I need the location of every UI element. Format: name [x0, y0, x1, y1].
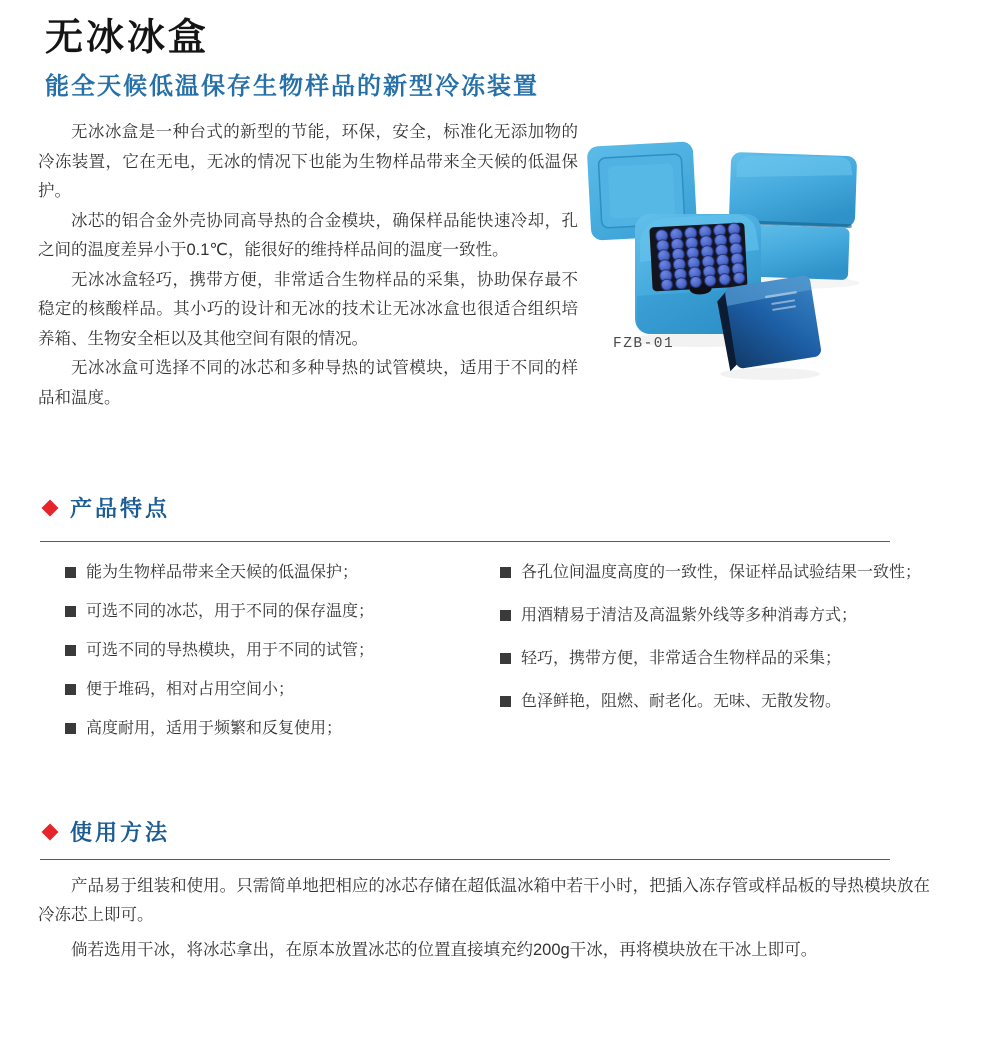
- feature-item: [65, 679, 473, 701]
- square-bullet-icon: [65, 606, 76, 617]
- module-graphic: [715, 275, 822, 372]
- feature-text: 高度耐用，适用于频繁和反复使用；: [86, 720, 343, 737]
- tube-rack-graphic: [649, 223, 748, 297]
- feature-item: [500, 605, 940, 627]
- section-divider: [40, 541, 890, 542]
- intro-paragraph: 无冰冰盒是一种台式的新型的节能，环保，安全，标准化无添加物的冷冻装置，它在无电，无冰的情况下也能为生物样品带来全天候的低温保护。: [38, 123, 578, 200]
- feature-item: [65, 718, 473, 740]
- ice-box-illustration: [585, 118, 990, 400]
- shadow: [720, 368, 820, 380]
- feature-text: 各孔位间温度高度的一致性，保证样品试验结果一致性；: [521, 564, 922, 581]
- square-bullet-icon: [65, 567, 76, 578]
- intro-paragraph: 冰芯的铝合金外壳协同高导热的合金模块，确保样品能快速冷却，孔之间的温度差异小于0.1℃，能很好的维持样品间的温度一致性。: [38, 211, 578, 259]
- feature-item: [500, 562, 940, 584]
- square-bullet-icon: [500, 567, 511, 578]
- usage-section-header: [44, 816, 170, 847]
- feature-text: 用酒精易于清洁及高温紫外线等多种消毒方式；: [521, 607, 858, 624]
- page-subtitle: 能全天候低温保存生物样品的新型冷冻装置: [45, 73, 539, 100]
- intro-text: [38, 118, 578, 413]
- feature-item: [500, 648, 940, 670]
- section-divider: [40, 859, 890, 860]
- intro-paragraph: 无冰冰盒可选择不同的冰芯和多种导热的试管模块，适用于不同的样品和温度。: [38, 359, 578, 407]
- features-column-left: [65, 562, 473, 757]
- feature-text: 可选不同的导热模块，用于不同的试管；: [86, 642, 375, 659]
- square-bullet-icon: [65, 684, 76, 695]
- features-column-right: [500, 562, 940, 757]
- usage-instructions: [38, 872, 930, 971]
- product-photo: [585, 118, 990, 400]
- features-section-title: 产品特点: [70, 496, 171, 521]
- square-bullet-icon: [65, 723, 76, 734]
- feature-item: [500, 691, 940, 713]
- features-section-header: [44, 492, 170, 523]
- square-bullet-icon: [500, 610, 511, 621]
- feature-text: 可选不同的冰芯，用于不同的保存温度；: [86, 603, 375, 620]
- model-number-label: FZB-01: [613, 336, 675, 352]
- feature-text: 便于堆码，相对占用空间小；: [86, 681, 295, 698]
- diamond-bullet-icon: [42, 499, 59, 516]
- feature-item: [65, 601, 473, 623]
- usage-paragraph: 产品易于组装和使用。只需简单地把相应的冰芯存储在超低温冰箱中若干小时，把插入冻存管或样品板的导热模块放在冷冻芯上即可。: [38, 877, 930, 924]
- feature-text: 能为生物样品带来全天候的低温保护；: [86, 564, 359, 581]
- feature-text: 轻巧，携带方便，非常适合生物样品的采集；: [521, 650, 842, 667]
- square-bullet-icon: [500, 696, 511, 707]
- diamond-bullet-icon: [42, 823, 59, 840]
- usage-paragraph: 倘若选用干冰，将冰芯拿出，在原本放置冰芯的位置直接填充约200g干冰，再将模块放在干冰上即可。: [71, 941, 818, 959]
- feature-item: [65, 562, 473, 584]
- square-bullet-icon: [65, 645, 76, 656]
- feature-text: 色泽鲜艳，阻燃、耐老化。无味、无散发物。: [521, 693, 842, 710]
- intro-paragraph: 无冰冰盒轻巧，携带方便，非常适合生物样品的采集，协助保存最不稳定的核酸样品。其小巧的设计和无冰的技术让无冰冰盒也很适合组织培养箱、生物安全柜以及其他空间有限的情况。: [38, 270, 578, 348]
- page-title: 无冰冰盒: [45, 17, 210, 59]
- usage-section-title: 使用方法: [70, 820, 171, 845]
- feature-item: [65, 640, 473, 662]
- features-list: [65, 562, 955, 757]
- square-bullet-icon: [500, 653, 511, 664]
